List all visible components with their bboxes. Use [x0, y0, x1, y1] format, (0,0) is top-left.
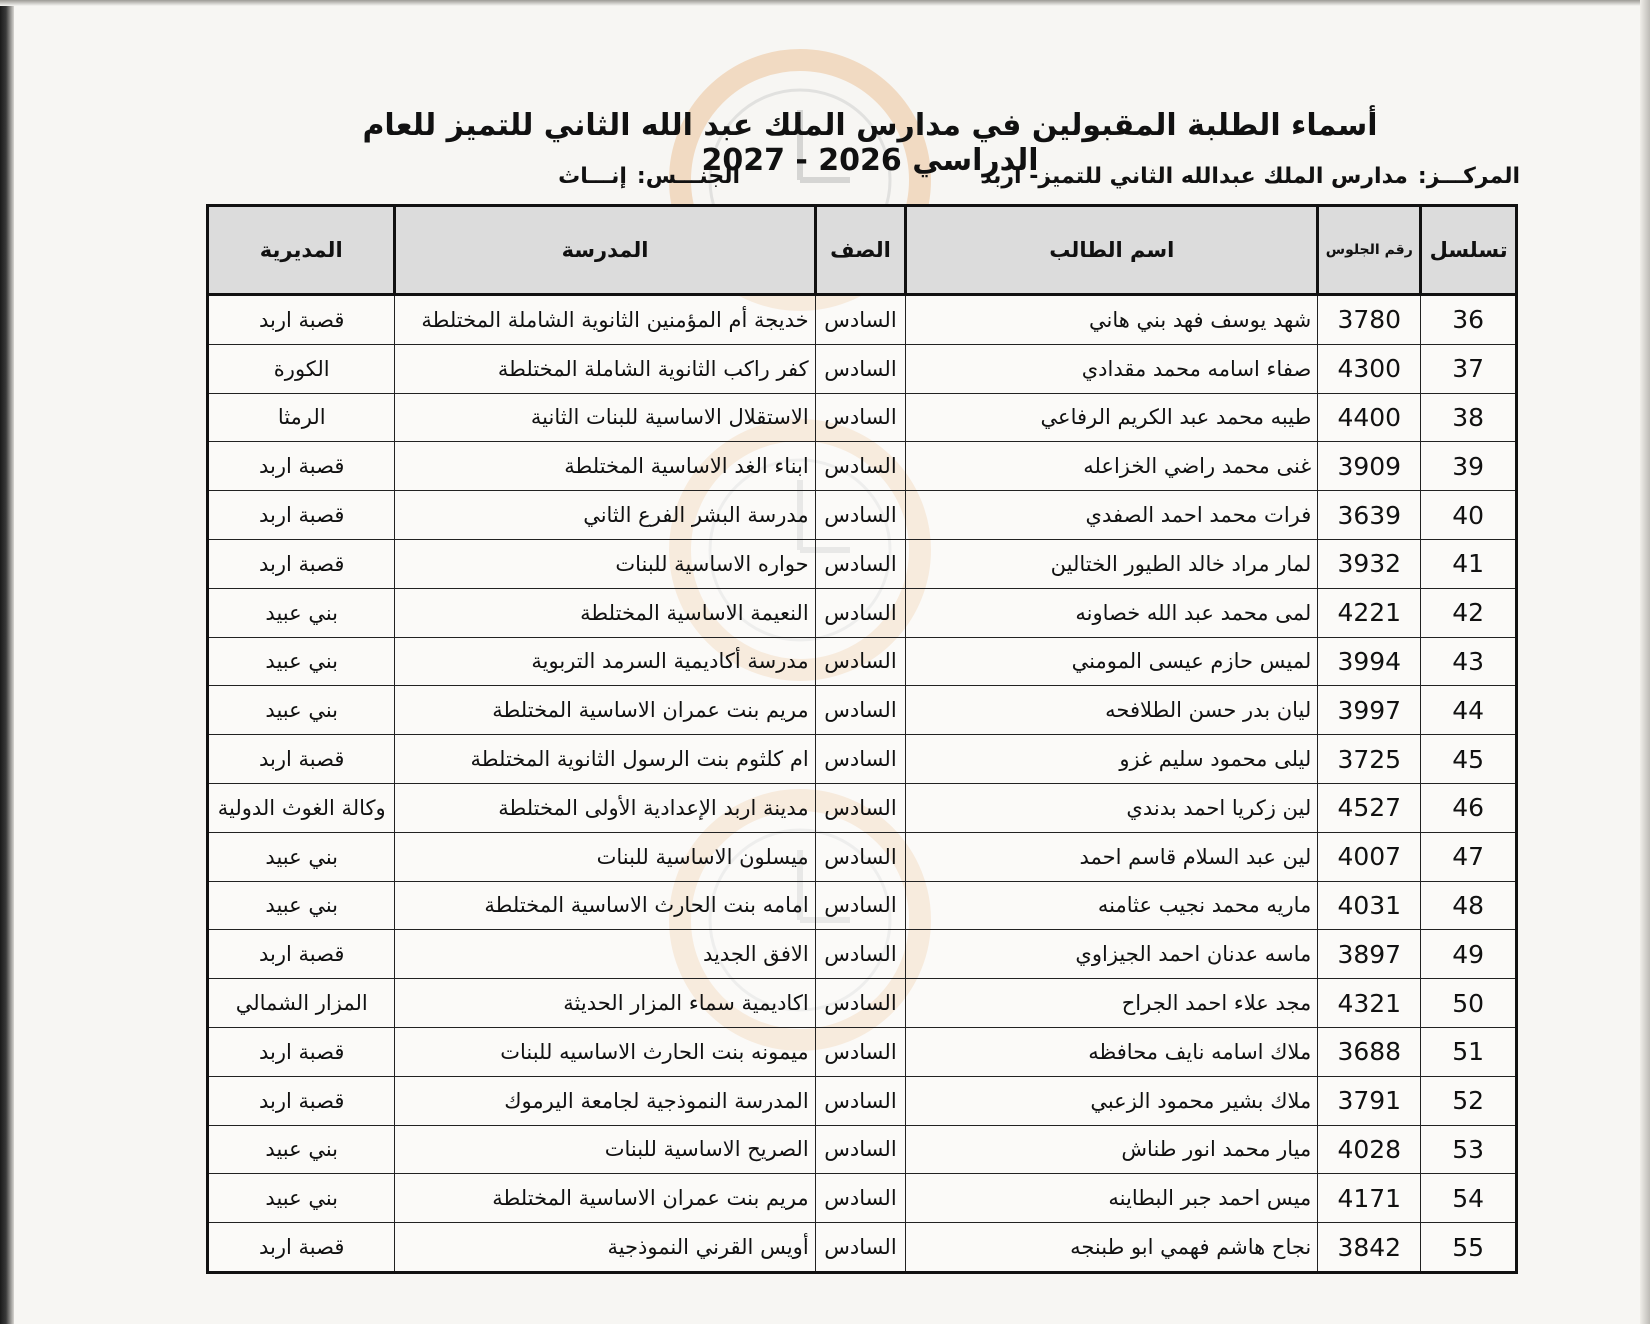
cell-seq: 46: [1421, 783, 1517, 832]
cell-directorate: قصبة اربد: [208, 539, 395, 588]
cell-grade: السادس: [815, 539, 906, 588]
cell-name: ملاك بشير محمود الزعبي: [906, 1076, 1318, 1125]
cell-seat: 3932: [1318, 539, 1421, 588]
table-row: [208, 930, 1517, 979]
cell-directorate: قصبة اربد: [208, 442, 395, 491]
cell-directorate: بني عبيد: [208, 1174, 395, 1223]
cell-grade: السادس: [815, 1027, 906, 1076]
cell-directorate: وكالة الغوث الدولية: [208, 783, 395, 832]
cell-seq: 43: [1421, 637, 1517, 686]
table-row: [208, 1223, 1517, 1273]
cell-name: نجاح هاشم فهمي ابو طبنجه: [906, 1223, 1318, 1273]
cell-grade: السادس: [815, 881, 906, 930]
cell-grade: السادس: [815, 1223, 906, 1273]
cell-seq: 55: [1421, 1223, 1517, 1273]
cell-seq: 54: [1421, 1174, 1517, 1223]
cell-seat: 4321: [1318, 979, 1421, 1028]
cell-directorate: قصبة اربد: [208, 735, 395, 784]
table-body: [208, 295, 1517, 1273]
cell-seat: 4221: [1318, 588, 1421, 637]
cell-school: الاستقلال الاساسية للبنات الثانية: [395, 393, 815, 442]
gender-label: الجنـــس:: [636, 164, 740, 189]
header-school: المدرسة: [395, 206, 815, 295]
cell-school: اكاديمية سماء المزار الحديثة: [395, 979, 815, 1028]
cell-directorate: قصبة اربد: [208, 930, 395, 979]
cell-directorate: قصبة اربد: [208, 1076, 395, 1125]
cell-grade: السادس: [815, 588, 906, 637]
cell-seat: 3997: [1318, 686, 1421, 735]
cell-seat: 4007: [1318, 832, 1421, 881]
cell-seq: 37: [1421, 344, 1517, 393]
cell-seq: 44: [1421, 686, 1517, 735]
cell-seq: 42: [1421, 588, 1517, 637]
cell-seat: 3994: [1318, 637, 1421, 686]
cell-name: ماسه عدنان احمد الجيزاوي: [906, 930, 1318, 979]
cell-seq: 51: [1421, 1027, 1517, 1076]
cell-seq: 36: [1421, 295, 1517, 345]
cell-name: ليلى محمود سليم غزو: [906, 735, 1318, 784]
center-value: مدارس الملك عبدالله الثاني للتميز- اربد: [980, 164, 1408, 189]
table-row: [208, 393, 1517, 442]
cell-seq: 49: [1421, 930, 1517, 979]
cell-school: مريم بنت عمران الاساسية المختلطة: [395, 1174, 815, 1223]
cell-school: المدرسة النموذجية لجامعة اليرموك: [395, 1076, 815, 1125]
cell-grade: السادس: [815, 686, 906, 735]
cell-grade: السادس: [815, 832, 906, 881]
cell-grade: السادس: [815, 735, 906, 784]
table-row: [208, 344, 1517, 393]
cell-name: ميار محمد انور طناش: [906, 1125, 1318, 1174]
table-row: [208, 832, 1517, 881]
cell-seat: 3909: [1318, 442, 1421, 491]
cell-seat: 4171: [1318, 1174, 1421, 1223]
cell-seat: 3842: [1318, 1223, 1421, 1273]
cell-seq: 41: [1421, 539, 1517, 588]
cell-name: فرات محمد احمد الصفدي: [906, 491, 1318, 540]
center-label: المركـــز:: [1417, 164, 1520, 189]
cell-name: ملاك اسامه نايف محافظه: [906, 1027, 1318, 1076]
cell-grade: السادس: [815, 344, 906, 393]
header-directorate: المديرية: [208, 206, 395, 295]
cell-name: لين عبد السلام قاسم احمد: [906, 832, 1318, 881]
table-row: [208, 735, 1517, 784]
cell-seat: 3791: [1318, 1076, 1421, 1125]
cell-name: لميس حازم عيسى المومني: [906, 637, 1318, 686]
table-row: [208, 442, 1517, 491]
cell-school: ام كلثوم بنت الرسول الثانوية المختلطة: [395, 735, 815, 784]
cell-school: مدرسة البشر الفرع الثاني: [395, 491, 815, 540]
table-row: [208, 1174, 1517, 1223]
cell-school: ميمونه بنت الحارث الاساسيه للبنات: [395, 1027, 815, 1076]
cell-seat: 4300: [1318, 344, 1421, 393]
cell-grade: السادس: [815, 393, 906, 442]
table-row: [208, 686, 1517, 735]
cell-seq: 40: [1421, 491, 1517, 540]
table-row: [208, 588, 1517, 637]
cell-directorate: قصبة اربد: [208, 1223, 395, 1273]
cell-directorate: الرمثا: [208, 393, 395, 442]
cell-grade: السادس: [815, 637, 906, 686]
cell-seq: 39: [1421, 442, 1517, 491]
table-row: [208, 1076, 1517, 1125]
students-table: [206, 204, 1518, 1274]
cell-school: مدرسة أكاديمية السرمد التربوية: [395, 637, 815, 686]
table-row: [208, 979, 1517, 1028]
scan-shadow-right: [1640, 0, 1650, 1324]
cell-school: خديجة أم المؤمنين الثانوية الشاملة المختلطة: [395, 295, 815, 345]
cell-school: امامه بنت الحارث الاساسية المختلطة: [395, 881, 815, 930]
cell-directorate: المزار الشمالي: [208, 979, 395, 1028]
cell-directorate: قصبة اربد: [208, 1027, 395, 1076]
cell-seat: 4031: [1318, 881, 1421, 930]
cell-school: النعيمة الاساسية المختلطة: [395, 588, 815, 637]
cell-seq: 53: [1421, 1125, 1517, 1174]
table-row: [208, 295, 1517, 345]
cell-name: مجد علاء احمد الجراح: [906, 979, 1318, 1028]
cell-seq: 48: [1421, 881, 1517, 930]
cell-name: صفاء اسامه محمد مقدادي: [906, 344, 1318, 393]
cell-seq: 50: [1421, 979, 1517, 1028]
cell-school: أويس القرني النموذجية: [395, 1223, 815, 1273]
header-grade: الصف: [815, 206, 906, 295]
gender-value: إنـــاث: [558, 164, 627, 189]
cell-school: ابناء الغد الاساسية المختلطة: [395, 442, 815, 491]
cell-school: مريم بنت عمران الاساسية المختلطة: [395, 686, 815, 735]
cell-grade: السادس: [815, 1174, 906, 1223]
header-seat: رقم الجلوس: [1318, 206, 1421, 295]
cell-name: لين زكريا احمد بدندي: [906, 783, 1318, 832]
cell-directorate: بني عبيد: [208, 588, 395, 637]
cell-seq: 47: [1421, 832, 1517, 881]
cell-directorate: بني عبيد: [208, 881, 395, 930]
cell-name: لمار مراد خالد الطيور الختالين: [906, 539, 1318, 588]
cell-directorate: بني عبيد: [208, 686, 395, 735]
scan-shadow-left: [0, 0, 14, 1324]
cell-grade: السادس: [815, 295, 906, 345]
cell-grade: السادس: [815, 1076, 906, 1125]
cell-directorate: الكورة: [208, 344, 395, 393]
table-row: [208, 637, 1517, 686]
cell-grade: السادس: [815, 979, 906, 1028]
cell-name: غنى محمد راضي الخزاعله: [906, 442, 1318, 491]
table-row: [208, 783, 1517, 832]
cell-directorate: بني عبيد: [208, 637, 395, 686]
cell-seat: 4028: [1318, 1125, 1421, 1174]
cell-seat: 3725: [1318, 735, 1421, 784]
cell-grade: السادس: [815, 1125, 906, 1174]
cell-grade: السادس: [815, 930, 906, 979]
cell-name: ليان بدر حسن الطلافحه: [906, 686, 1318, 735]
cell-grade: السادس: [815, 442, 906, 491]
cell-seat: 4400: [1318, 393, 1421, 442]
cell-directorate: قصبة اربد: [208, 491, 395, 540]
cell-grade: السادس: [815, 783, 906, 832]
cell-school: الصريح الاساسية للبنات: [395, 1125, 815, 1174]
cell-name: طيبه محمد عبد الكريم الرفاعي: [906, 393, 1318, 442]
header-name: اسم الطالب: [906, 206, 1318, 295]
center-info: [970, 164, 1520, 189]
cell-school: ميسلون الاساسية للبنات: [395, 832, 815, 881]
cell-grade: السادس: [815, 491, 906, 540]
cell-directorate: قصبة اربد: [208, 295, 395, 345]
cell-school: مدينة اربد الإعدادية الأولى المختلطة: [395, 783, 815, 832]
table-header-row: [208, 206, 1517, 295]
cell-seat: 3639: [1318, 491, 1421, 540]
table-row: [208, 1125, 1517, 1174]
cell-name: شهد يوسف فهد بني هاني: [906, 295, 1318, 345]
table-row: [208, 491, 1517, 540]
table-row: [208, 1027, 1517, 1076]
table-row: [208, 881, 1517, 930]
cell-seat: 3780: [1318, 295, 1421, 345]
cell-school: الافق الجديد: [395, 930, 815, 979]
cell-seq: 52: [1421, 1076, 1517, 1125]
scan-shadow-top: [0, 0, 1650, 6]
table-row: [208, 539, 1517, 588]
page-title: أسماء الطلبة المقبولين في مدارس الملك عبد الله الثاني للتميز للعام الدراسي 2026 - 2027: [362, 108, 1378, 178]
cell-directorate: بني عبيد: [208, 1125, 395, 1174]
gender-info: [548, 164, 740, 189]
cell-seq: 45: [1421, 735, 1517, 784]
cell-directorate: بني عبيد: [208, 832, 395, 881]
cell-school: كفر راكب الثانوية الشاملة المختلطة: [395, 344, 815, 393]
info-row: [200, 164, 1520, 204]
cell-seat: 4527: [1318, 783, 1421, 832]
cell-name: لمى محمد عبد الله خصاونه: [906, 588, 1318, 637]
cell-seat: 3688: [1318, 1027, 1421, 1076]
cell-name: ماريه محمد نجيب عثامنه: [906, 881, 1318, 930]
cell-school: حواره الاساسية للبنات: [395, 539, 815, 588]
cell-name: ميس احمد جبر البطاينه: [906, 1174, 1318, 1223]
cell-seat: 3897: [1318, 930, 1421, 979]
header-seq: تسلسل: [1421, 206, 1517, 295]
cell-seq: 38: [1421, 393, 1517, 442]
